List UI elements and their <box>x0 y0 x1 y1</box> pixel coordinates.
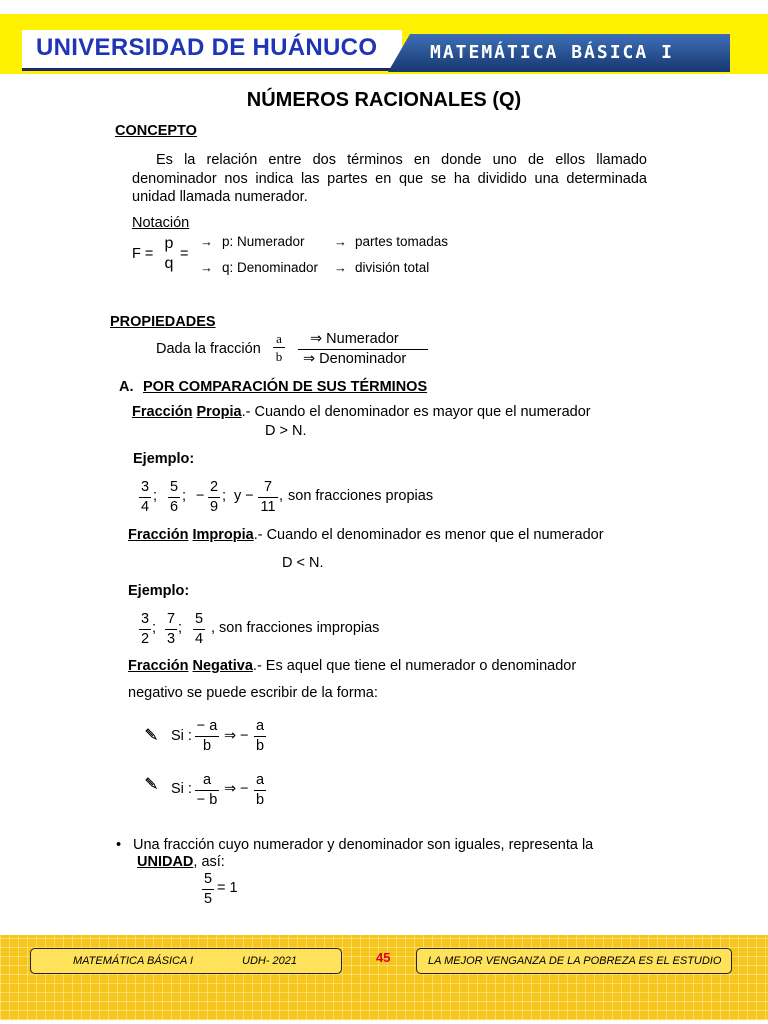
separator: ; <box>152 620 157 636</box>
fraction-denominator: 2 <box>140 630 150 647</box>
unidad-word: UNIDAD <box>137 854 194 870</box>
fraction-numerator: p <box>164 235 174 252</box>
numerador-label: p: Numerador <box>222 234 305 249</box>
example-fraction <box>208 480 220 514</box>
numerador-desc: partes tomadas <box>355 234 449 249</box>
fraccion-negativa-definition <box>128 659 576 674</box>
y-minus-sign: y − <box>234 488 254 504</box>
university-name: UNIVERSIDAD DE HUÁNUCO <box>36 34 378 61</box>
fraction-denominator: b <box>255 791 265 808</box>
negativa-definition-text: .- Es aquel que tiene el numerador o denominador <box>252 658 577 674</box>
si-label: Si : <box>171 781 192 797</box>
concepto-heading: CONCEPTO <box>115 123 197 139</box>
pencil-hand-icon <box>145 777 159 791</box>
term-impropia: Impropia <box>192 527 254 543</box>
section-a-label: A. <box>119 379 134 395</box>
arrow-icon: → <box>334 260 347 275</box>
example-fraction <box>258 480 278 514</box>
term-fraccion: Fracción <box>128 658 189 674</box>
fraction-numerator: a <box>255 772 265 788</box>
course-title: MATEMÁTICA BÁSICA I <box>430 42 674 63</box>
fraction-numerator: a <box>276 331 282 346</box>
notacion-lhs: F = <box>132 246 154 262</box>
example-fraction <box>139 612 151 646</box>
propia-examples-tail: son fracciones propias <box>288 488 434 504</box>
page-title: NÚMEROS RACIONALES (Q) <box>246 89 522 111</box>
separator: , <box>279 488 284 504</box>
impropia-condition: D < N. <box>282 555 324 571</box>
fraction-denominator: 4 <box>194 630 204 647</box>
fraction-denominator: 11 <box>258 497 278 515</box>
negative-fraction <box>195 719 219 753</box>
propia-condition: D > N. <box>265 423 307 439</box>
propiedades-intro: Dada la fracción <box>156 341 261 357</box>
si-label: Si : <box>171 728 192 744</box>
fraction-denominator: q <box>164 255 174 272</box>
arrow-icon: → <box>200 260 213 275</box>
notacion-heading: Notación <box>132 215 190 231</box>
fraction-denominator: 5 <box>203 890 213 907</box>
unidad-result: = 1 <box>217 880 238 896</box>
concepto-text: Es la relación entre dos términos en donde uno de ellos llamado denominador nos indica las partes en que se ha dividido una determinada unidad llamada numerador. <box>132 152 647 205</box>
pencil-hand-icon <box>145 728 159 742</box>
fraction-numerator: 7 <box>263 479 273 495</box>
fraccion-impropia-definition <box>128 528 604 543</box>
fraction-denominator: 6 <box>169 498 179 515</box>
term-fraccion: Fracción <box>132 404 193 420</box>
example-fraction <box>165 612 177 646</box>
footer-year: UDH- 2021 <box>242 955 298 967</box>
fraction-numerator: 2 <box>209 479 219 495</box>
denominador-label: q: Denominador <box>222 260 319 275</box>
fraction-numerator: 5 <box>194 611 204 627</box>
example-fraction <box>139 480 151 514</box>
ejemplo-label: Ejemplo: <box>133 451 195 467</box>
fraction-numerator: 3 <box>140 611 150 627</box>
unidad-line2 <box>137 855 225 870</box>
arrow-icon: → <box>334 234 347 249</box>
denominador-line: ⇒ Denominador <box>303 351 407 367</box>
implies-minus: ⇒ − <box>224 781 249 797</box>
ejemplo-label: Ejemplo: <box>128 583 190 599</box>
denominador-desc: división total <box>355 260 430 275</box>
separator: ; <box>178 620 183 636</box>
fraction-numerator: a <box>255 718 265 734</box>
negativa-line2: negativo se puede escribir de la forma: <box>128 685 378 701</box>
example-fraction <box>193 612 205 646</box>
section-a-heading: POR COMPARACIÓN DE SUS TÉRMINOS <box>143 379 428 395</box>
fraction-numerator: 5 <box>169 479 179 495</box>
separator: ; <box>153 488 158 504</box>
term-fraccion: Fracción <box>128 527 189 543</box>
fraction-denominator: b <box>195 736 219 754</box>
fraction-numerator: 3 <box>140 479 150 495</box>
fraction-denominator: − b <box>196 791 218 808</box>
separator: ; <box>222 488 227 504</box>
fraction-numerator: 7 <box>166 611 176 627</box>
fraccion-propia-definition <box>132 405 591 420</box>
notacion-fraction <box>162 236 176 272</box>
footer-course: MATEMÁTICA BÁSICA I <box>73 955 193 967</box>
unidad-text: Una fracción cuyo numerador y denominador son iguales, representa la <box>133 837 594 853</box>
minus-sign: − <box>196 488 205 504</box>
propia-definition-text: .- Cuando el denominador es mayor que el numerador <box>241 404 591 420</box>
page-number: 45 <box>376 950 391 965</box>
result-fraction <box>254 773 266 807</box>
notacion-equals: = <box>180 246 189 262</box>
fraction-denominator: 4 <box>140 498 150 515</box>
separator: ; <box>182 488 187 504</box>
unidad-after: , así: <box>193 854 225 870</box>
term-negativa: Negativa <box>192 658 253 674</box>
footer-motto: LA MEJOR VENGANZA DE LA POBREZA ES EL ESTUDIO <box>428 955 722 967</box>
impropia-examples-tail: , son fracciones impropias <box>211 620 380 636</box>
unidad-fraction <box>202 872 214 906</box>
impropia-definition-text: .- Cuando el denominador es menor que el numerador <box>253 527 604 543</box>
term-propia: Propia <box>196 404 242 420</box>
propiedades-heading: PROPIEDADES <box>110 314 216 330</box>
arrow-icon: → <box>200 234 213 249</box>
fraction-denominator: 3 <box>166 630 176 647</box>
negative-fraction <box>195 773 219 807</box>
divider <box>298 349 428 350</box>
fraction-denominator: b <box>273 347 285 363</box>
fraction-numerator: 5 <box>203 871 213 887</box>
result-fraction <box>254 719 266 753</box>
implies-minus: ⇒ − <box>224 728 249 744</box>
numerador-line: ⇒ Numerador <box>310 331 399 347</box>
fraction-numerator: − a <box>196 718 218 734</box>
fraction-denominator: b <box>255 737 265 754</box>
example-fraction <box>168 480 180 514</box>
propiedades-fraction <box>273 332 285 363</box>
fraction-numerator: a <box>202 772 212 788</box>
fraction-denominator: 9 <box>209 498 219 515</box>
bullet: • <box>116 837 122 853</box>
